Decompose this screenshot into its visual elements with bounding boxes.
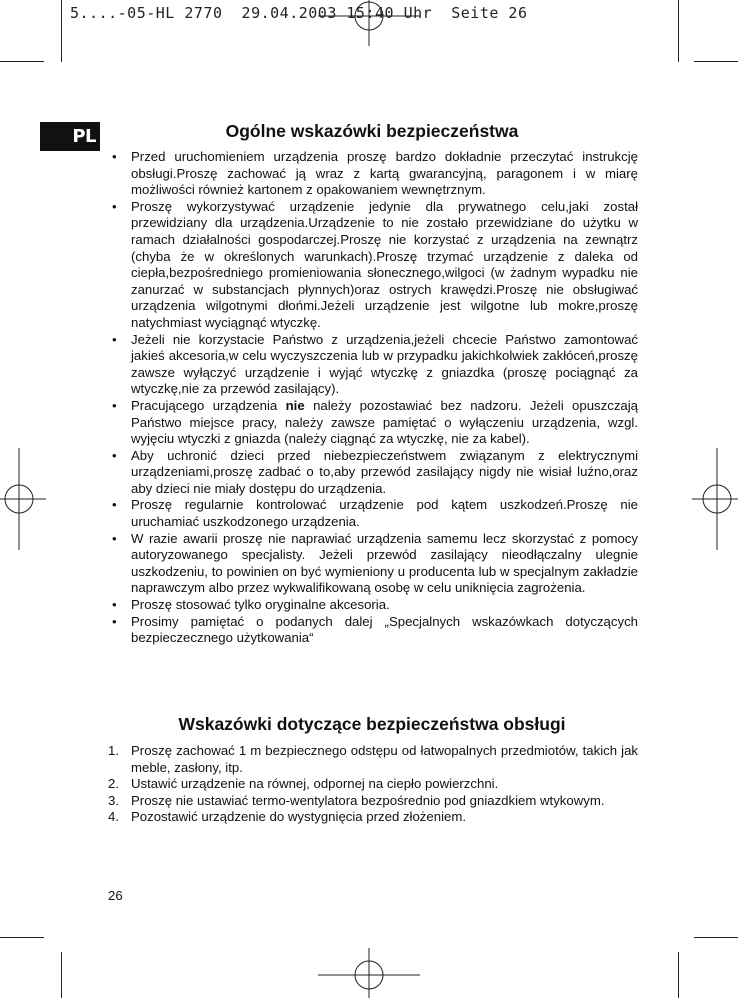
- list-item: [108, 448, 638, 498]
- crop-mark-top-right-horizontal: [694, 61, 738, 62]
- step-number: 4.: [108, 809, 119, 825]
- registration-mark-right-icon: [692, 448, 738, 550]
- bullet-icon: •: [112, 497, 117, 513]
- list-item-text: Proszę nie ustawiać termo-wentylatora bezpośrednio pod gniazdkiem wtykowym.: [131, 792, 605, 808]
- section-title-operating-safety: Wskazówki dotyczące bezpieczeństwa obsługi: [178, 714, 566, 734]
- step-number: 2.: [108, 776, 119, 792]
- registration-mark-top-icon: [318, 0, 420, 46]
- registration-mark-bottom-icon: [318, 948, 420, 998]
- list-item: [108, 597, 638, 614]
- list-item-text: W razie awarii proszę nie naprawiać urządzenia samemu lecz skorzystać z pomocy autoryzowanego specjalisty. Jeżeli przewód zasilający nieodłączalny ulegnie uszkodzeniu, to powinien on być wymieniony u producenta lub w specjalnym zakładzie naprawczym albo przez wykwalifikowaną osobę w celu uniknięcia zagrożenia.: [131, 530, 638, 596]
- bullet-icon: •: [112, 331, 117, 347]
- list-item-text: Przed uruchomieniem urządzenia proszę bardzo dokładnie przeczytać instrukcję obsługi.Proszę zachować ją wraz z kartą gwarancyjną, paragonem i w miarę możliwości również kartonem z opakowaniem wewnętrznym.: [131, 149, 638, 198]
- crop-mark-top-left-horizontal: [0, 61, 44, 62]
- crop-mark-top-left-vertical: [61, 0, 62, 62]
- language-tab: [40, 122, 100, 151]
- bullet-icon: •: [112, 597, 117, 613]
- crop-mark-bottom-right-horizontal: [694, 937, 738, 938]
- list-item: [108, 776, 638, 793]
- bullet-icon: •: [112, 397, 117, 413]
- page-number: 26: [108, 888, 123, 903]
- list-item: [108, 614, 638, 647]
- list-item-text: Proszę stosować tylko oryginalne akcesoria.: [131, 597, 390, 613]
- bullet-icon: •: [112, 149, 117, 164]
- section-title-general-safety: Ogólne wskazówki bezpieczeństwa: [225, 121, 519, 141]
- list-item-text: Pozostawić urządzenie do wystygnięcia przed złożeniem.: [131, 809, 466, 825]
- list-item-text: Proszę wykorzystywać urządzenie jedynie dla prywatnego celu,jaki został przewidziany dla urządzenia.Urządzenie to nie zostało przewidziane do użytku w ramach działalności gospodarczej.Proszę nie korzystać z urządzenia na zewnątrz (chyba że w określonych warunkach).Proszę trzymać urządzenie z daleka od ciepła,bezpośredniego promieniowania słonecznego,wilgoci (w żadnym wypadku nie zanurzać w substancjach płynnych)oraz ostrych krawędzi.Proszę nie obsługiwać urządzenia wilgotnymi dłońmi.Jeżeli urządzenie jest wilgotne lub mokre,proszę natychmiast wyciągnąć wtyczkę.: [131, 198, 638, 330]
- crop-mark-top-right-vertical: [678, 0, 679, 62]
- list-item: [108, 793, 638, 810]
- list-item: [108, 398, 638, 448]
- emphasis-text: nie: [285, 397, 305, 413]
- print-slug-line: 5....-05-HL 2770 29.04.2003 15:40 Uhr Seite 26: [70, 4, 528, 22]
- list-item-text: Proszę regularnie kontrolować urządzenie pod kątem uszkodzeń.Proszę nie uruchamiać uszkodzonego urządzenia.: [131, 497, 638, 530]
- list-item: [108, 531, 638, 597]
- crop-mark-bottom-left-vertical: [61, 952, 62, 998]
- list-item-text: Ustawić urządzenie na równej, odpornej na ciepło powierzchni.: [131, 776, 499, 792]
- list-item: [108, 743, 638, 776]
- general-safety-list: [108, 149, 638, 647]
- list-item: [108, 332, 638, 398]
- registration-mark-left-icon: [0, 448, 46, 550]
- bullet-icon: •: [112, 198, 117, 214]
- bullet-icon: •: [112, 530, 117, 546]
- list-item: [108, 199, 638, 332]
- list-item: [108, 497, 638, 530]
- list-item-text: Prosimy pamiętać o podanych dalej „Specjalnych wskazówkach dotyczących bezpieczecznego użytkowania“: [131, 613, 638, 646]
- step-number: 1.: [108, 743, 119, 758]
- operating-safety-list: [108, 743, 638, 826]
- bullet-icon: •: [112, 613, 117, 629]
- crop-mark-bottom-right-vertical: [678, 952, 679, 998]
- list-item-text: Aby uchronić dzieci przed niebezpieczeństwem związanym z elektrycznymi urządzeniami,proszę zadbać o to,aby przewód zasilający nigdy nie wisiał luźno,oraz aby dzieci nie miały dostępu do urządzenia.: [131, 447, 638, 496]
- step-number: 3.: [108, 792, 119, 808]
- list-item-text: Proszę zachować 1 m bezpiecznego odstępu od łatwopalnych przedmiotów, takich jak meble, zasłony, itp.: [131, 743, 638, 775]
- list-item-text: Pracującego urządzenia: [131, 397, 286, 413]
- list-item: [108, 149, 638, 199]
- crop-mark-bottom-left-horizontal: [0, 937, 44, 938]
- list-item-text: Jeżeli nie korzystacie Państwo z urządzenia,jeżeli chcecie Państwo zamontować jakieś akcesoria,w celu wyczyszczenia lub w przypadku jakichkolwiek zakłóceń,proszę zawsze wyłączyć urządzenie i wyjąć wtyczkę z gniazdka (proszę pociągnąć za wtyczkę,nie za przewód zasilający).: [131, 331, 638, 397]
- bullet-icon: •: [112, 447, 117, 463]
- list-item-text: należy pozostawiać bez nadzoru. Jeżeli opuszczają Państwo miejsce pracy, należy zawsze pamiętać o wyłączeniu urządzenia, wzgl. wyjęciu wtyczki z gniazda (należy ciągnąć za wtyczkę, nie za kabel).: [131, 397, 639, 447]
- language-tab-label: PL: [72, 126, 96, 147]
- list-item: [108, 809, 638, 826]
